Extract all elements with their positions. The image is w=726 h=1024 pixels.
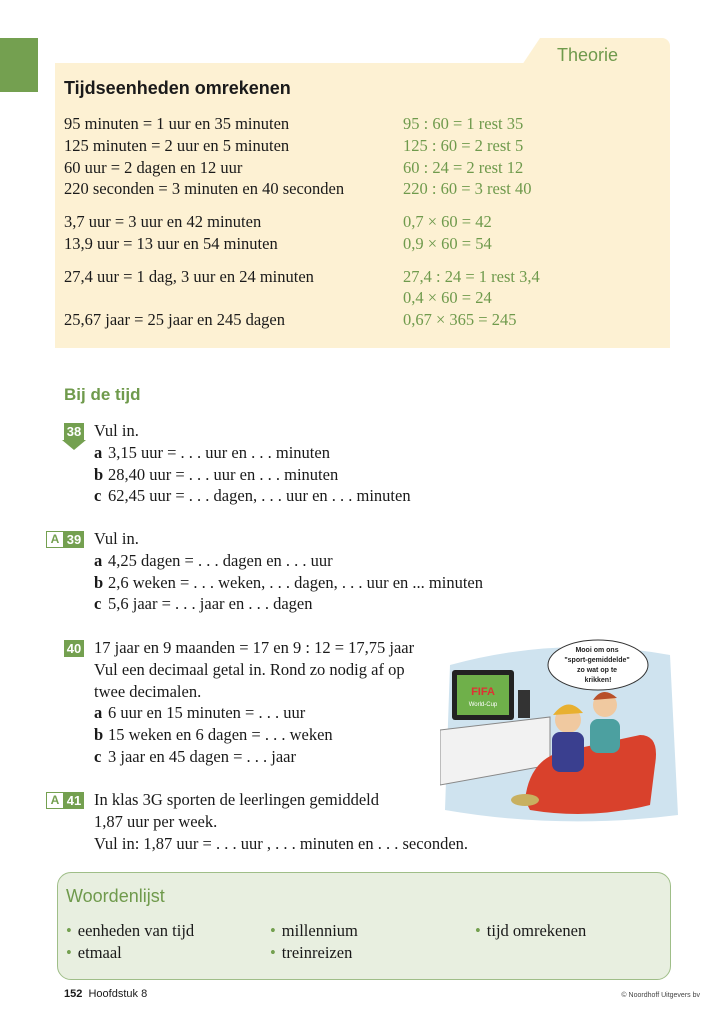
item-letter: c [94,747,102,766]
theory-left-text: 220 seconden = 3 minuten en 40 seconden [64,179,345,198]
exercise-text: 1,87 uur per week. [94,811,218,831]
theory-left-text: 27,4 uur = 1 dag, 3 uur en 24 minuten [64,267,314,286]
copyright: © Noordhoff Uitgevers bv [621,992,700,999]
theory-right-text: 60 : 24 = 2 rest 12 [403,158,524,177]
item-text: 15 weken en 6 dagen = . . . weken [108,725,333,745]
theory-left-text: 3,7 uur = 3 uur en 42 minuten [64,212,262,231]
theory-right-text: 0,9 × 60 = 54 [403,234,492,253]
item-letter: a [94,442,103,462]
exercise-text: In klas 3G sporten de leerlingen gemiddeld [94,790,380,809]
theory-tab-label: Theorie [557,45,619,65]
theory-box [55,63,670,348]
exercise-number: 41 [64,792,84,809]
item-text: 3 jaar en 45 dagen = . . . jaar [108,747,296,766]
page-number: 152 [64,988,83,1000]
exercise-item [94,551,333,571]
theory-right-text: 220 : 60 = 3 rest 40 [403,179,532,198]
exercise-text: Vul in: 1,87 uur = . . . uur , . . . minuten en . . . seconden. [94,833,469,853]
woordenlijst-title: Woordenlijst [66,886,165,906]
theory-left-text: 125 minuten = 2 uur en 5 minuten [64,136,290,155]
theory-left-text: 95 minuten = 1 uur en 35 minuten [64,114,290,133]
theory-right-text: 0,4 × 60 = 24 [403,288,492,307]
theory-right-text: 0,67 × 365 = 245 [403,310,517,329]
theory-left-text: 25,67 jaar = 25 jaar en 245 dagen [64,310,285,329]
theory-right-text: 95 : 60 = 1 rest 35 [403,114,524,133]
chapter-label: Hoofdstuk 8 [88,988,148,1000]
cartoon-illustration [440,635,680,825]
arrow-down-icon [62,440,86,450]
glossary-item: • millennium [270,921,358,940]
item-letter: a [94,550,103,570]
glossary-item: • treinreizen [270,943,353,962]
theory-title: Tijdseenheden omrekenen [64,78,291,98]
exercise-text: Vul in. [94,529,139,548]
glossary-item: • tijd omrekenen [475,921,587,940]
speech-line: krikken! [584,677,612,684]
item-letter: b [94,572,104,592]
exercise-item [94,594,312,614]
item-letter: c [94,594,102,614]
section-title: Bij de tijd [64,385,141,404]
item-text: 62,45 uur = . . . dagen, . . . uur en . . . minuten [108,486,411,506]
item-text: 2,6 weken = . . . weken, . . . dagen, . . . uur en ... minuten [108,572,483,592]
item-letter: b [94,464,104,484]
theory-right-text: 0,7 × 60 = 42 [403,212,492,231]
exercise-text: twee decimalen. [94,681,202,701]
exercise-item [94,573,483,593]
theory-right-text: 27,4 : 24 = 1 rest 3,4 [403,267,540,286]
exercise-item [94,725,333,745]
theory-left-text: 60 uur = 2 dagen en 12 uur [64,158,243,177]
exercise-item [94,486,411,506]
item-text: 6 uur en 15 minuten = . . . uur [108,703,306,723]
speech-line: Mooi om ons [575,647,619,654]
item-text: 3,15 uur = . . . uur en . . . minuten [108,442,330,462]
item-text: 28,40 uur = . . . uur en . . . minuten [108,464,339,484]
page-footer [64,988,147,1000]
a-badge: A [46,531,64,548]
speech-line: "sport-gemiddelde" [564,657,630,664]
speech-line: zo wat op te [576,667,618,674]
theory-right-text: 125 : 60 = 2 rest 5 [403,136,524,155]
glossary-item: • etmaal [66,943,122,962]
chapter-marker [0,38,38,92]
glossary-item: • eenheden van tijd [66,921,195,940]
item-letter: c [94,486,102,506]
exercise-text: Vul een decimaal getal in. Rond zo nodig af op [94,659,405,679]
item-text: 5,6 jaar = . . . jaar en . . . dagen [108,594,313,614]
exercise-item [94,703,305,723]
exercise-number: 40 [64,640,84,657]
tv-worldcup-text: World-Cup [468,702,498,708]
exercise-number: 38 [64,423,84,440]
exercise-item [94,465,338,485]
item-text: 4,25 dagen = . . . dagen en . . . uur [108,550,333,570]
exercise-number: 39 [64,531,84,548]
tv-fifa-text: FIFA [471,686,495,698]
exercise-item [94,443,330,463]
item-letter: a [94,703,103,723]
item-letter: b [94,725,104,745]
exercise-text: 17 jaar en 9 maanden = 17 en 9 : 12 = 17,75 jaar [94,638,415,657]
a-badge: A [46,792,64,809]
exercise-text: Vul in. [94,421,139,440]
exercise-item [94,747,296,767]
theory-left-text: 13,9 uur = 13 uur en 54 minuten [64,234,278,253]
